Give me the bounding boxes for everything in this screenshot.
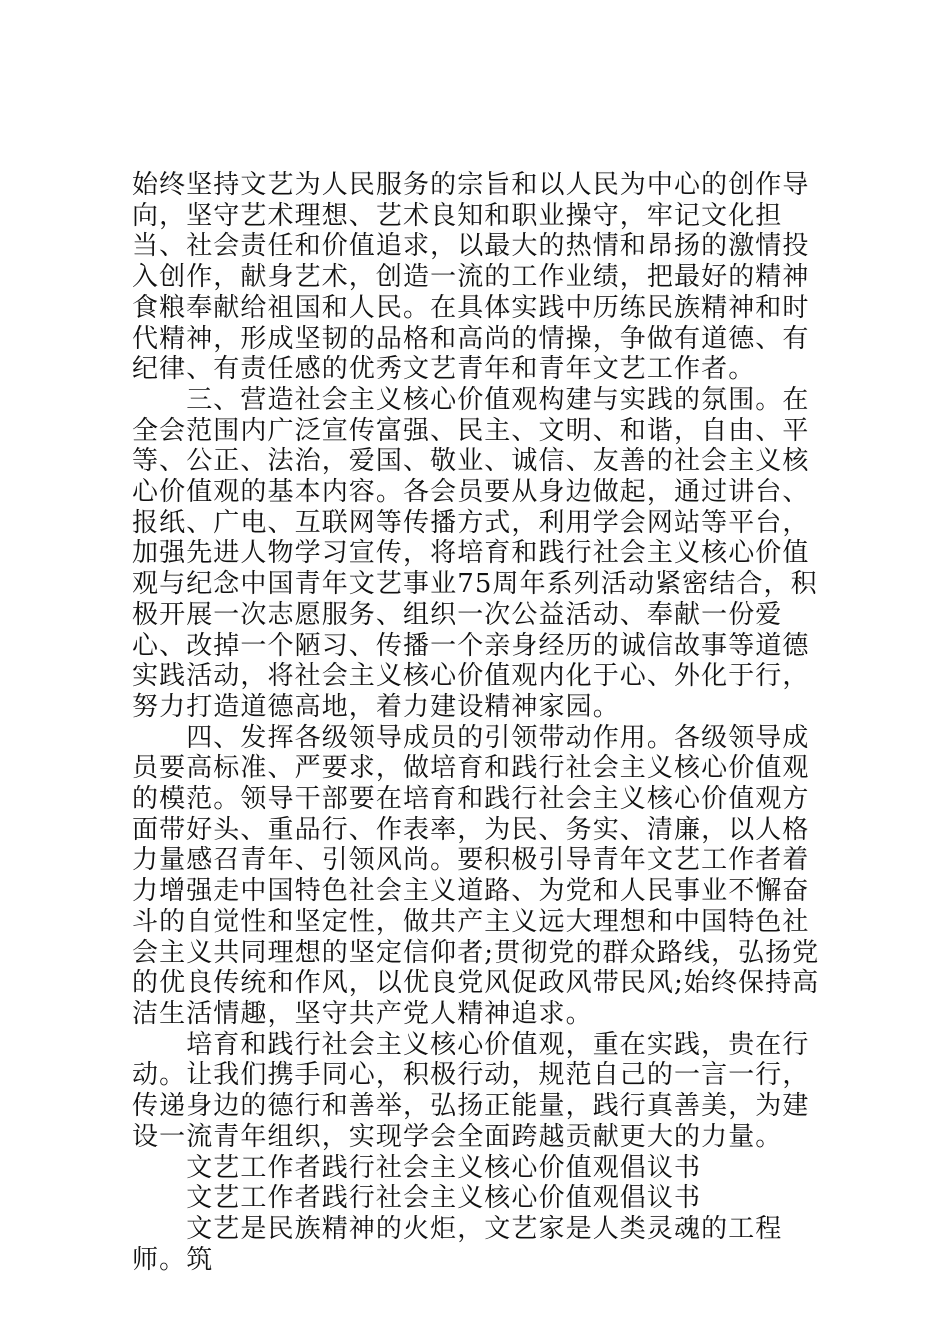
paragraph-closing-call: 培育和践行社会主义核心价值观，重在实践，贵在行动。让我们携手同心，积极行动，规范自己的一言一行，传递身边的德行和善举，弘扬正能量，践行真善美，为建设一流青年组织，实现学会全面跨越贡献更大的力量。 (132, 1029, 810, 1152)
paragraph-section-three: 三、营造社会主义核心价值观构建与实践的氛围。在全会范围内广泛宣传富强、民主、文明、和谐，自由、平等、公正、法治，爱国、敬业、诚信、友善的社会主义核心价值观的基本内容。各会员要从身边做起，通过讲台、报纸、广电、互联网等传播方式，利用学会网站等平台，加强先进人物学习宣传，将培育和践行社会主义核心价值观与纪念中国青年文艺事业75周年系列活动紧密结合，积极开展一次志愿服务、组织一次公益活动、奉献一份爱心、改掉一个陋习、传播一个亲身经历的诚信故事等道德实践活动，将社会主义核心价值观内化于心、外化于行，努力打造道德高地，着力建设精神家园。 (132, 384, 818, 722)
document-title-line-repeat: 文艺工作者践行社会主义核心价值观倡议书 (132, 1183, 702, 1214)
paragraph-section-four: 四、发挥各级领导成员的引领带动作用。各级领导成员要高标准、严要求，做培育和践行社会主义核心价值观的模范。领导干部要在培育和践行社会主义核心价值观方面带好头、重品行、作表率，为民、务实、清廉，以人格力量感召青年、引领风尚。要积极引导青年文艺工作者着力增强走中国特色社会主义道路、为党和人民事业不懈奋斗的自觉性和坚定性，做共产主义远大理想和中国特色社会主义共同理想的坚定信仰者;贯彻党的群众路线，弘扬党的优良传统和作风，以优良党风促政风带民风;始终保持高洁生活情趣，坚守共产党人精神追求。 (132, 722, 820, 1029)
document-title-line: 文艺工作者践行社会主义核心价值观倡议书 (132, 1152, 702, 1183)
paragraph-opening-continuation: 始终坚持文艺为人民服务的宗旨和以人民为中心的创作导向，坚守艺术理想、艺术良知和职业操守，牢记文化担当、社会责任和价值追求，以最大的热情和昂扬的激情投入创作，献身艺术，创造一流的工作业绩，把最好的精神食粮奉献给祖国和人民。在具体实践中历练民族精神和时代精神，形成坚韧的品格和高尚的情操，争做有道德、有纪律、有责任感的优秀文艺青年和青年文艺工作者。 (132, 170, 810, 385)
paragraph-new-opening: 文艺是民族精神的火炬，文艺家是人类灵魂的工程师。筑 (132, 1213, 783, 1275)
document-body (132, 170, 832, 1275)
